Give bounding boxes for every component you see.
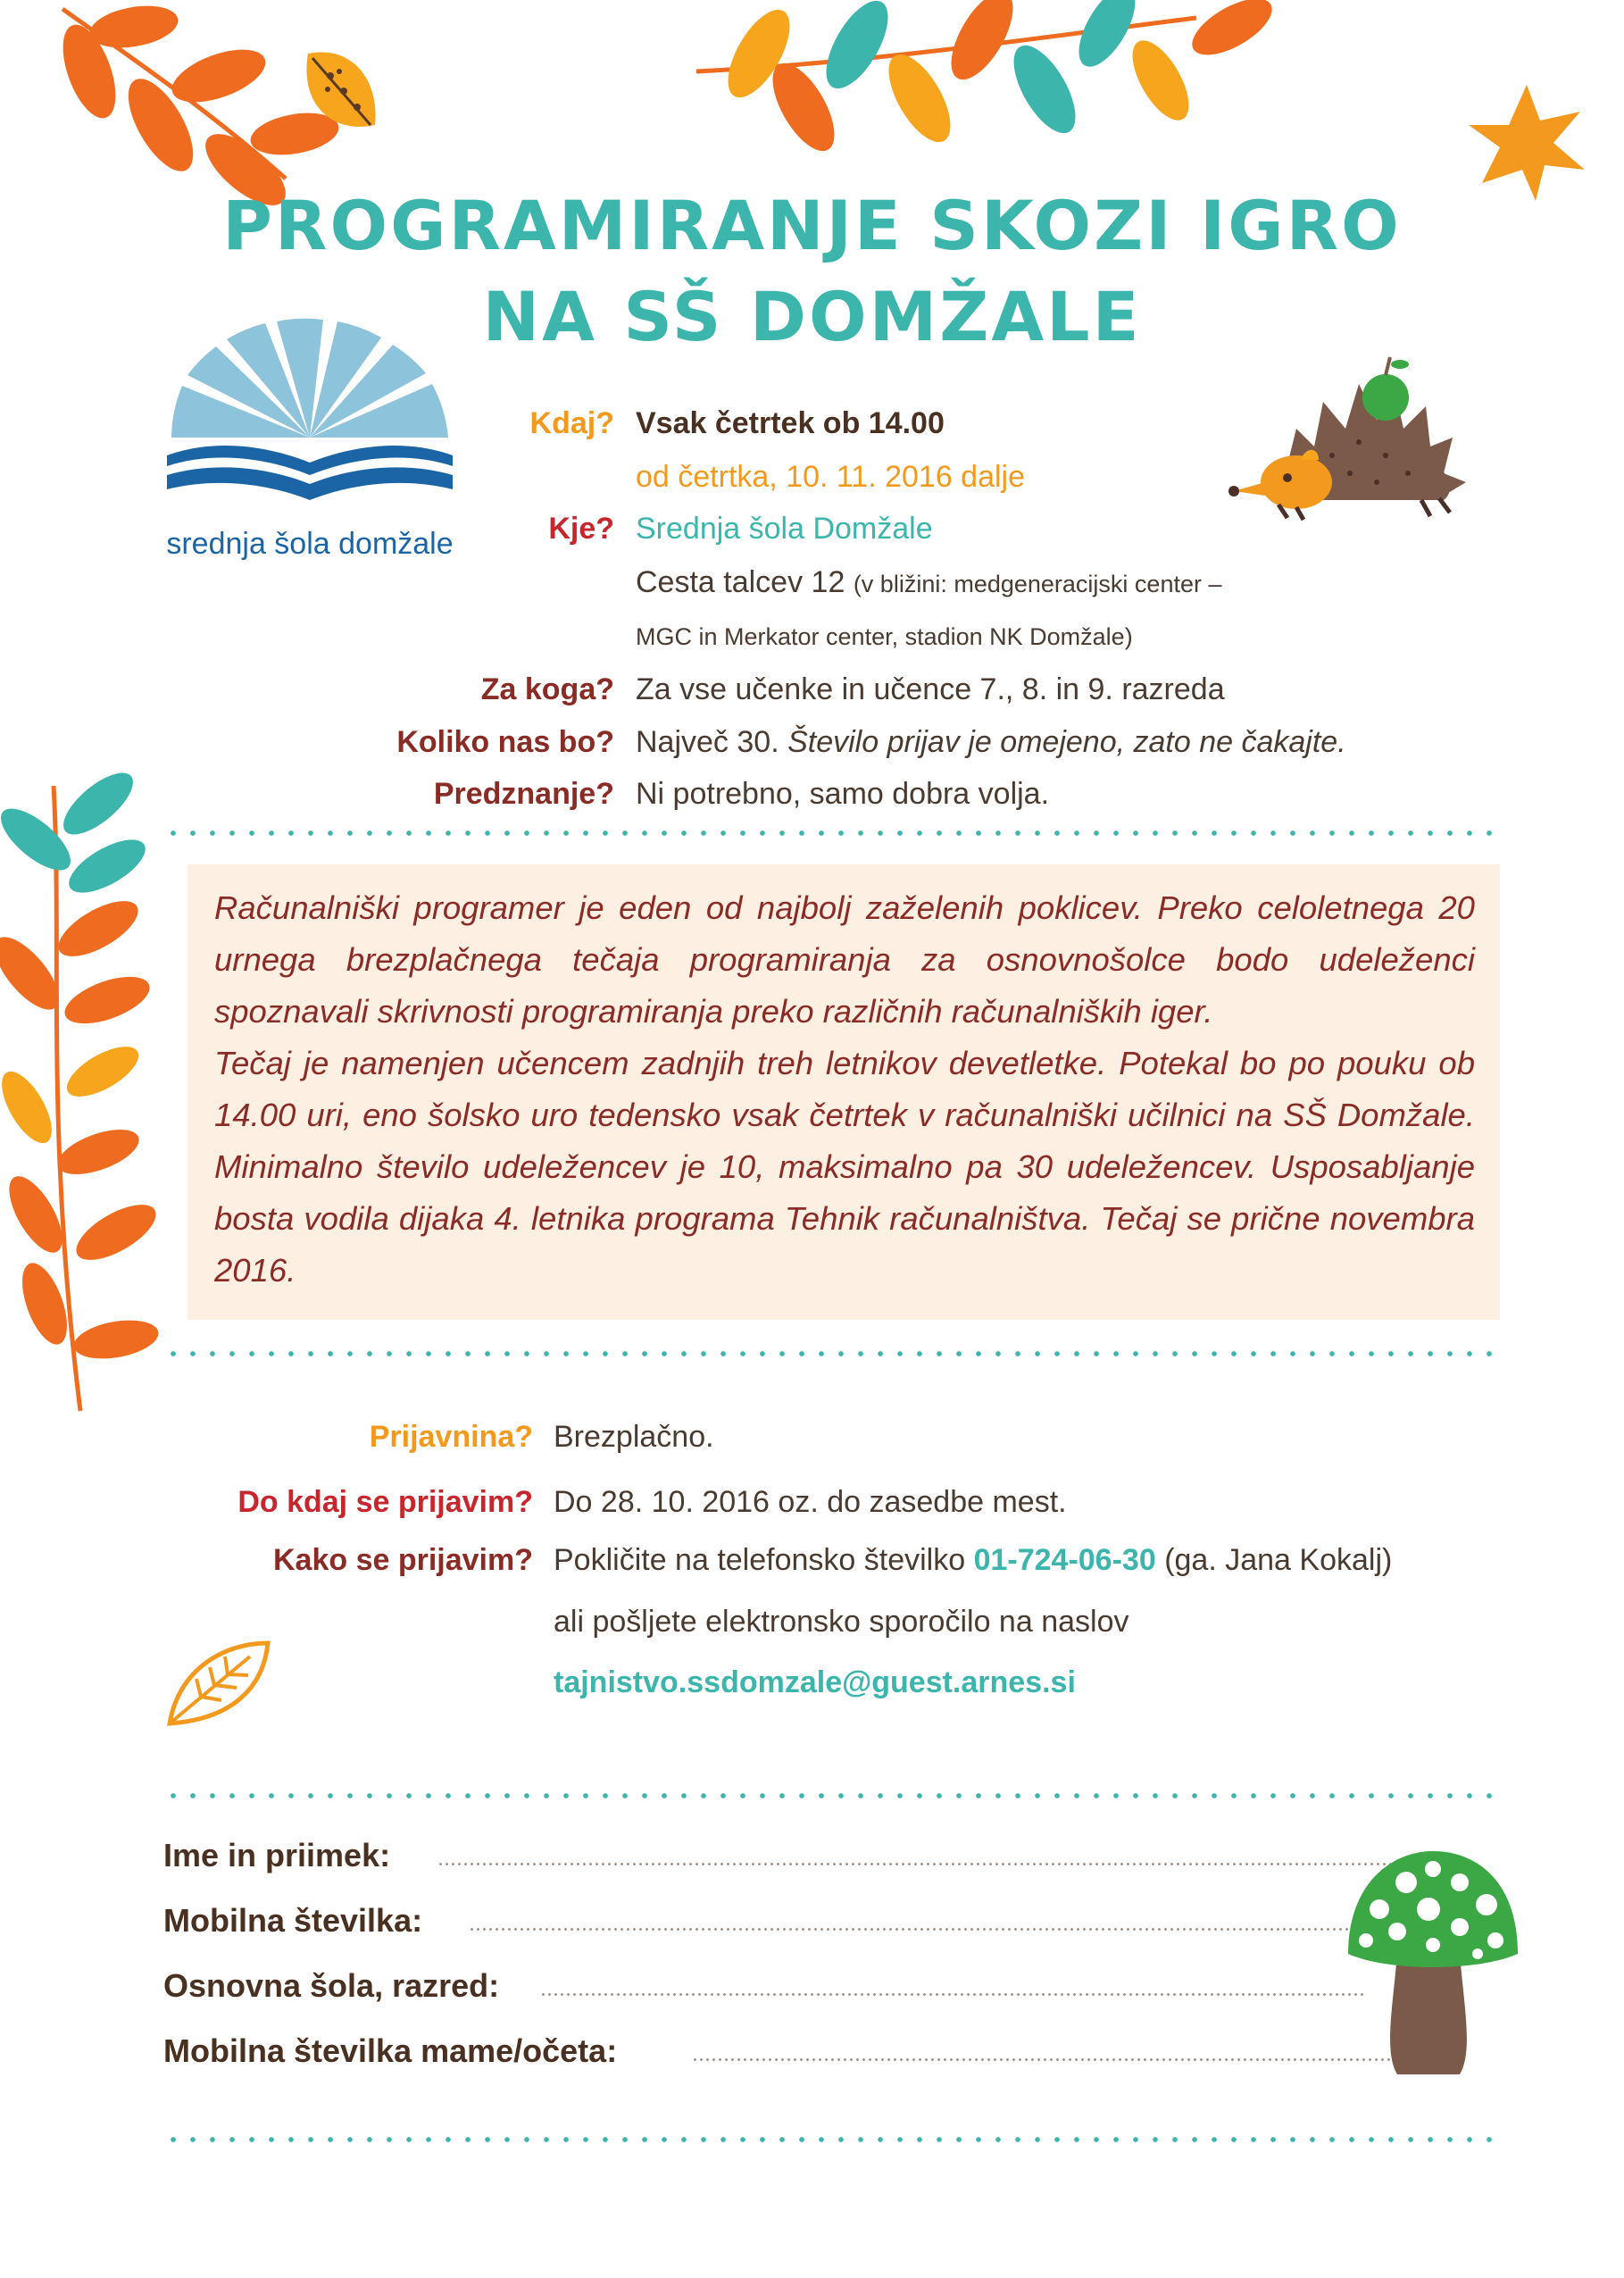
logo-text: srednja šola domžale xyxy=(166,527,454,561)
zakoga-label: Za koga? xyxy=(480,672,614,706)
zakoga-value: Za vse učenke in učence 7., 8. in 9. razreda xyxy=(636,672,1225,706)
mobile-field[interactable] xyxy=(469,1928,1362,1931)
koliko-note: Število prijav je omejeno, zato ne čakajte. xyxy=(787,725,1346,759)
school-label: Osnovna šola, razred: xyxy=(163,1967,500,2004)
leaf-branch-left-icon xyxy=(0,768,161,1438)
dotted-divider-3 xyxy=(163,1793,1503,1798)
book-sunrise-icon xyxy=(162,330,457,522)
phone-number[interactable]: 01-724-06-30 xyxy=(973,1543,1156,1577)
name-field[interactable] xyxy=(437,1863,1402,1865)
dotted-divider-4 xyxy=(163,2137,1503,2142)
yellow-leaf-icon xyxy=(290,36,388,143)
mobile-label: Mobilna številka: xyxy=(163,1902,423,1939)
kdaj-value: Vsak četrtek ob 14.00 xyxy=(636,406,945,440)
name-label: Ime in priimek: xyxy=(163,1837,391,1873)
koliko-label: Koliko nas bo? xyxy=(396,725,614,759)
kako-value2: ali pošljete elektronsko sporočilo na naslov xyxy=(554,1605,1129,1639)
school-field[interactable] xyxy=(540,1993,1366,1996)
contact-person: (ga. Jana Kokalj) xyxy=(1164,1543,1393,1577)
email-link[interactable]: tajnistvo.ssdomzale@guest.arnes.si xyxy=(554,1665,1076,1699)
outline-leaf-icon xyxy=(161,1634,277,1732)
page-title-line2: NA SŠ DOMŽALE xyxy=(482,277,1142,356)
kje-label: Kje? xyxy=(548,512,614,546)
leaf-branch-top-right-icon xyxy=(696,0,1411,170)
predznanje-label: Predznanje? xyxy=(433,777,614,811)
mushroom-icon xyxy=(1344,1847,1522,2088)
kje-note: (v bližini: medgeneracijski center – xyxy=(853,571,1222,597)
kdaj-date: od četrtka, 10. 11. 2016 dalje xyxy=(636,460,1026,494)
dotted-divider-2 xyxy=(163,1351,1503,1356)
parent-mobile-label: Mobilna številka mame/očeta: xyxy=(163,2032,618,2069)
kako-value: Pokličite na telefonsko številko xyxy=(554,1543,966,1577)
dokdaj-label: Do kdaj se prijavim? xyxy=(237,1485,533,1519)
prijavnina-value: Brezplačno. xyxy=(554,1420,714,1454)
kdaj-label: Kdaj? xyxy=(529,406,614,440)
kje-address: Cesta talcev 12 xyxy=(636,565,845,599)
dotted-divider-1 xyxy=(163,830,1503,836)
page-title-line1: PROGRAMIRANJE SKOZI IGRO xyxy=(222,186,1402,265)
hedgehog-icon xyxy=(1225,348,1484,527)
dokdaj-value: Do 28. 10. 2016 oz. do zasedbe mest. xyxy=(554,1485,1067,1519)
kako-label: Kako se prijavim? xyxy=(272,1543,533,1577)
parent-mobile-field[interactable] xyxy=(692,2058,1406,2061)
koliko-value: Največ 30. xyxy=(636,725,779,759)
description-box xyxy=(187,864,1500,1320)
description-paragraph-2: Tečaj je namenjen učencem zadnjih treh letnikov devetletke. Potekal bo po pouku ob 14.00 uri, eno šolsko uro tedensko vsak četrtek v računalniški učilnici na SŠ Domžale. Minimalno število udeležencev je 10, maksimalno pa 30 udeležencev. Usposabljanje bosta vodila dijaka 4. letnika programa Tehnik računalništva. Tečaj se prične novembra 2016. xyxy=(214,1045,1475,1289)
kje-note2: MGC in Merkator center, stadion NK Domžale) xyxy=(636,623,1133,650)
kje-value: Srednja šola Domžale xyxy=(636,512,933,546)
description-paragraph-1: Računalniški programer je eden od najbolj zaželenih poklicev. Preko celoletnega 20 urnega brezplačnega tečaja programiranja za osnovnošolce bodo udeleženci spoznavali skrivnosti programiranja preko različnih računalniških iger. xyxy=(214,889,1475,1030)
prijavnina-label: Prijavnina? xyxy=(369,1420,533,1454)
predznanje-value: Ni potrebno, samo dobra volja. xyxy=(636,777,1050,811)
